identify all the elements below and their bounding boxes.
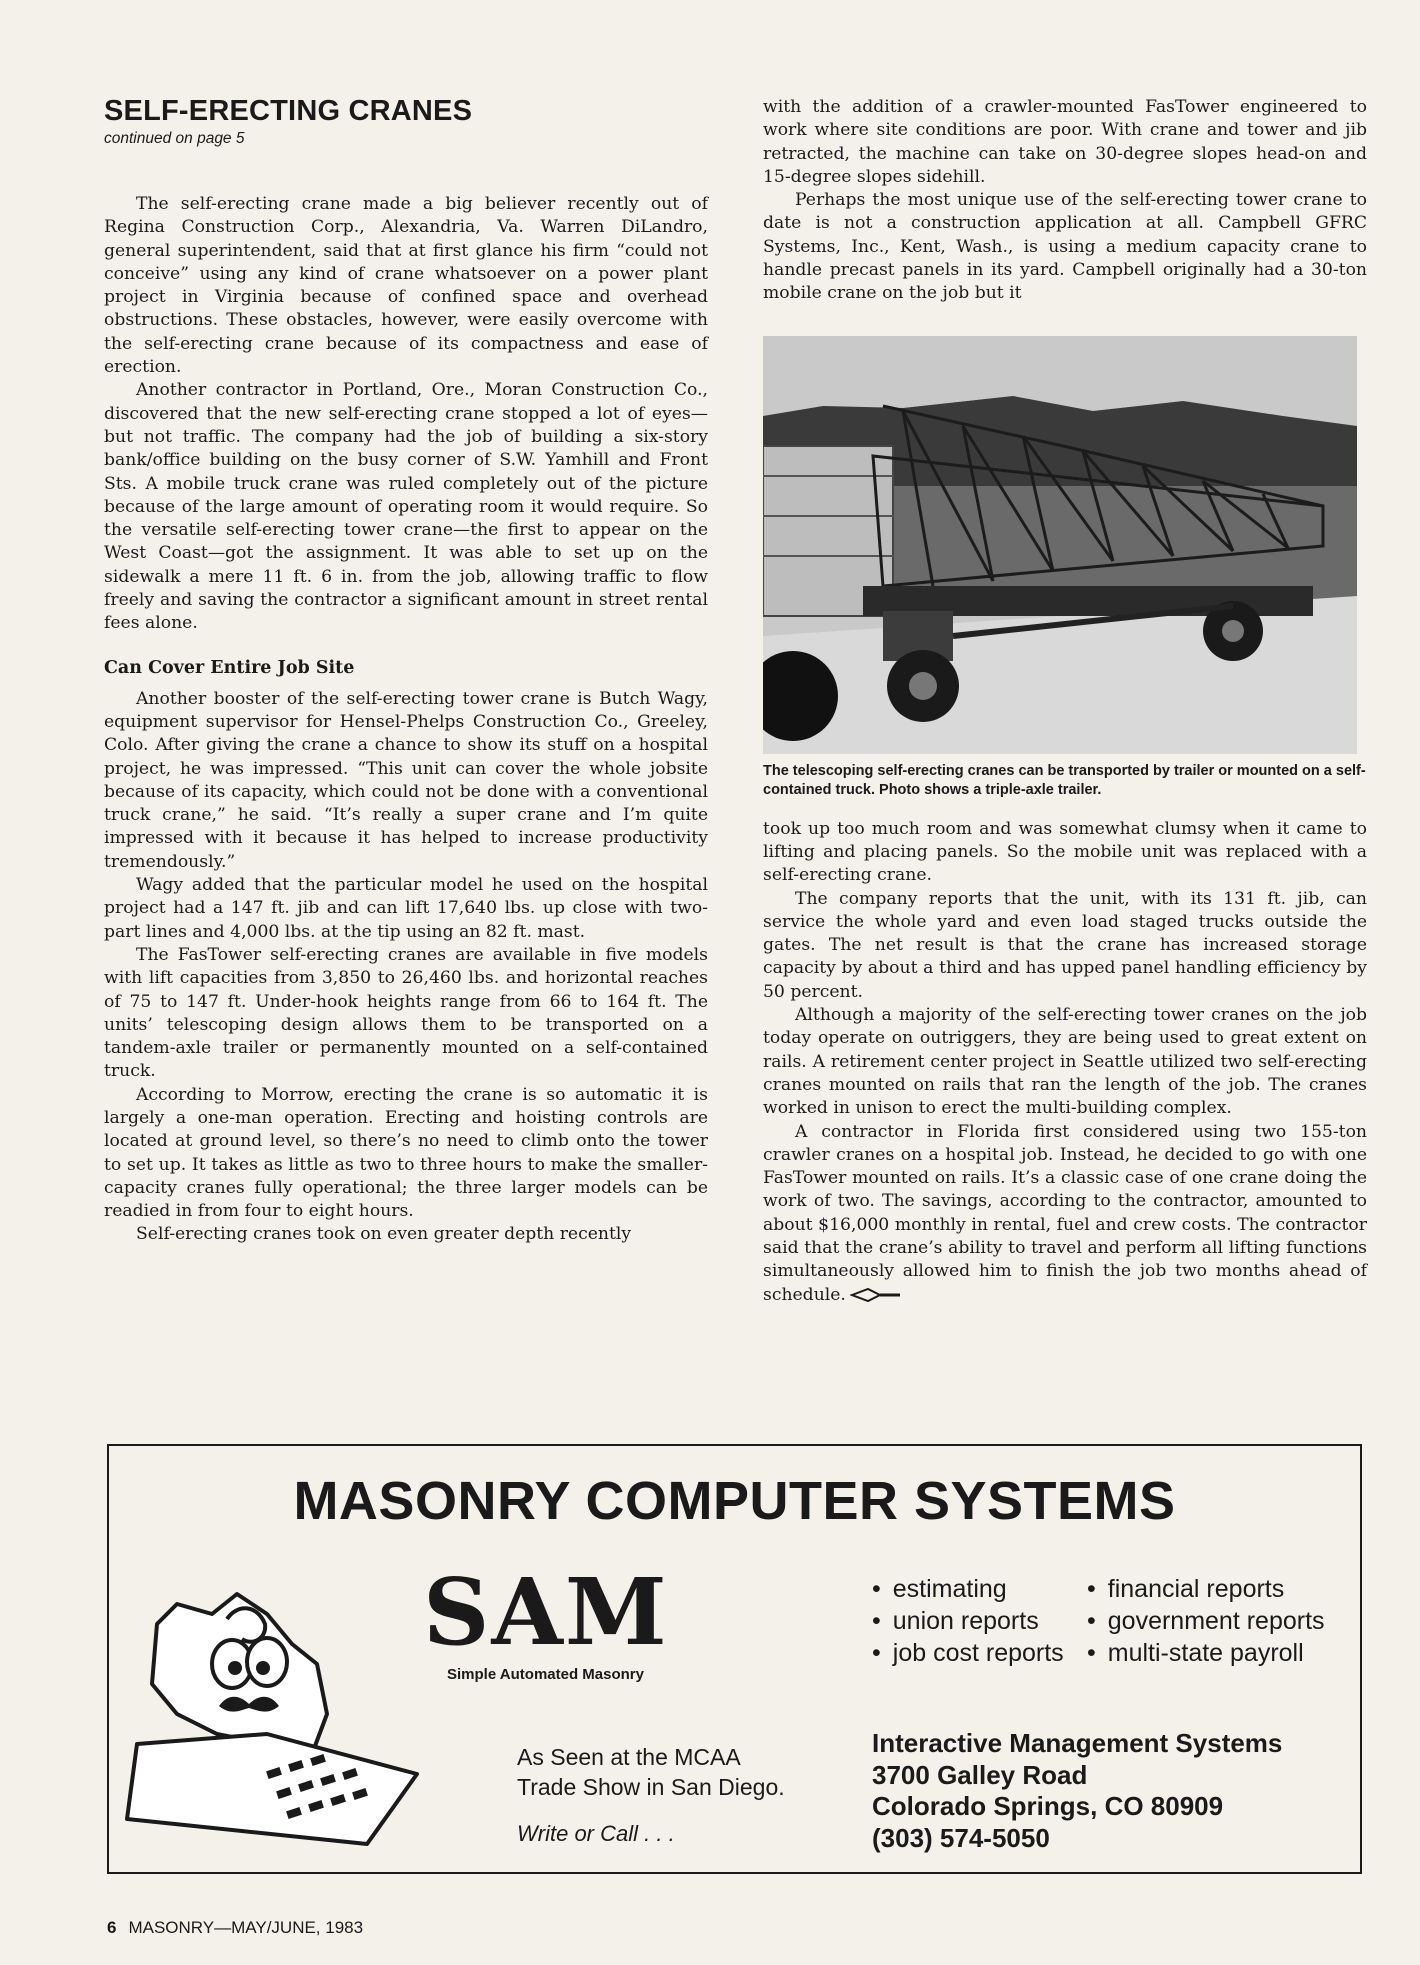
paragraph: According to Morrow, erecting the crane is so automatic it is largely a one-man operation. Erecting and hoisting controls are located at ground level, so there’s no need to climb onto the tower to set up. It takes as little as two to three hours to make the smaller-capacity cranes fully operational; the three larger models can be readied in from four to eight hours. — [104, 1084, 708, 1222]
sam-logo-subtitle: Simple Automated Masonry — [447, 1666, 644, 1683]
crane-photo — [763, 336, 1357, 754]
trade-show-line: As Seen at the MCAA — [517, 1744, 741, 1770]
trade-show-note — [517, 1742, 785, 1802]
feature-item: • multi-state payroll — [1087, 1638, 1337, 1668]
photo-caption: The telescoping self-erecting cranes can be transported by trailer or mounted on a self-contained truck. Photo shows a triple-axle trailer. — [763, 762, 1366, 798]
feature-item: • government reports — [1087, 1606, 1337, 1636]
continued-note: continued on page 5 — [104, 130, 245, 147]
paragraph: The self-erecting crane made a big believer recently out of Regina Construction Corp., Alexandria, Va. Warren DiLandro, general superintendent, said that at first glance his firm “could not conceive” using any kind of crane whatsoever on a power plant project in Virginia because of confined space and overhead obstructions. These obstacles, however, were easily overcome with the self-erecting crane because of its compactness and ease of erection. — [104, 194, 708, 378]
computer-mascot-icon — [117, 1584, 447, 1854]
company-address — [872, 1728, 1282, 1854]
feature-list — [872, 1574, 1342, 1668]
crane-trailer-image — [763, 336, 1357, 754]
paragraph: with the addition of a crawler-mounted FasTower engineered to work where site conditions are poor. With crane and tower and jib retracted, the machine can take on 30-degree slopes head-on and 15-degree slopes sidehill. — [763, 97, 1367, 187]
publication-line: MASONRY—MAY/JUNE, 1983 — [128, 1918, 364, 1937]
page-footer — [107, 1918, 363, 1938]
paragraph: Wagy added that the particular model he used on the hospital project had a 147 ft. jib and can lift 17,640 lbs. up close with two-part lines and 4,000 lbs. at the tip using an 82 ft. mast. — [104, 875, 708, 942]
paragraph: The company reports that the unit, with its 131 ft. jib, can service the whole yard and even load staged trucks outside the gates. The net result is that the crane has increased storage capacity by about a third and has upped panel handling efficiency by 50 percent. — [763, 888, 1367, 1002]
paragraph — [763, 1121, 1367, 1307]
paragraph: Another contractor in Portland, Ore., Moran Construction Co., discovered that the new self-erecting crane stopped a lot of eyes—but not traffic. The company had the job of building a six-story bank/office building on the busy corner of S.W. Yamhill and Front Sts. A mobile truck crane was ruled completely out of the picture because of the large amount of operating room it would require. So the versatile self-erecting tower crane—the first to appear on the West Coast—got the assignment. It was able to set up on the sidewalk a mere 11 ft. 6 in. from the job, allowing traffic to flow freely and saving the contractor a significant amount in street rental fees alone. — [104, 380, 708, 634]
feature-item: • estimating — [872, 1574, 1087, 1604]
feature-item: • union reports — [872, 1606, 1087, 1636]
feature-item: • job cost reports — [872, 1638, 1087, 1668]
end-mark-icon — [850, 1286, 902, 1304]
street-address: 3700 Galley Road — [872, 1759, 1088, 1790]
right-column — [763, 96, 1367, 1307]
paragraph: Perhaps the most unique use of the self-erecting tower crane to date is not a construction application at all. Campbell GFRC Systems, Inc., Kent, Wash., is using a medium capacity crane to handle precast panels in its yard. Campbell originally had a 30-ton mobile crane on the job but it — [763, 190, 1367, 304]
ad-title: MASONRY COMPUTER SYSTEMS — [293, 1471, 1176, 1531]
paragraph: Self-erecting cranes took on even greater depth recently — [136, 1224, 632, 1245]
company-name: Interactive Management Systems — [872, 1728, 1283, 1758]
paragraph: took up too much room and was somewhat clumsy when it came to lifting and placing panels. So the mobile unit was replaced with a self-erecting crane. — [763, 818, 1367, 886]
phone-number: (303) 574-5050 — [872, 1822, 1050, 1853]
subheading: Can Cover Entire Job Site — [104, 657, 355, 678]
paragraph: Although a majority of the self-erecting tower cranes on the job today operate on outriggers, they are being used to great extent on rails. A retirement center project in Seattle utilized two self-erecting cranes mounted on rails that ran the length of the job. The cranes worked in unison to erect the multi-building complex. — [763, 1005, 1367, 1119]
paragraph: The FasTower self-erecting cranes are available in five models with lift capacities from 3,850 to 26,460 lbs. and horizontal reaches of 75 to 147 ft. Under-hook heights range from 66 to 164 ft. The units’ telescoping design allows them to be transported on a tandem-axle trailer or permanently mounted on a self-contained truck. — [104, 944, 708, 1082]
article-title: SELF-ERECTING CRANES — [104, 95, 473, 127]
left-column — [104, 95, 708, 1247]
sam-logo: SAM — [423, 1558, 669, 1666]
trade-show-line: Trade Show in San Diego. — [517, 1774, 785, 1800]
feature-item: • financial reports — [1087, 1574, 1337, 1604]
paragraph: Another booster of the self-erecting tower crane is Butch Wagy, equipment supervisor for Hensel-Phelps Construction Co., Greeley, Colo. After giving the crane a chance to show its stuff on a hospital project, he was impressed. “This unit can cover the whole jobsite because of its capacity, which could not be done with a conventional truck crane,” he said. “It’s really a super crane and I’m quite impressed with it because it has helped to increase productivity tremendously.” — [104, 688, 708, 872]
city-state-zip: Colorado Springs, CO 80909 — [872, 1791, 1224, 1821]
paragraph-text: A contractor in Florida first considered using two 155-ton crawler cranes on a hospital job. Instead, he decided to go with one FasTower mounted on rails. It’s a classic case of one crane doing the work of two. The savings, according to the contractor, amounted to about $16,000 monthly in rental, fuel and crew costs. The contractor said that the crane’s ability to travel and perform all lifting functions simultaneously allowed him to finish the job two months ahead of schedule. — [763, 1121, 1367, 1305]
write-or-call: Write or Call . . . — [517, 1821, 675, 1846]
page-number: 6 — [107, 1918, 117, 1937]
advertisement — [107, 1444, 1362, 1874]
